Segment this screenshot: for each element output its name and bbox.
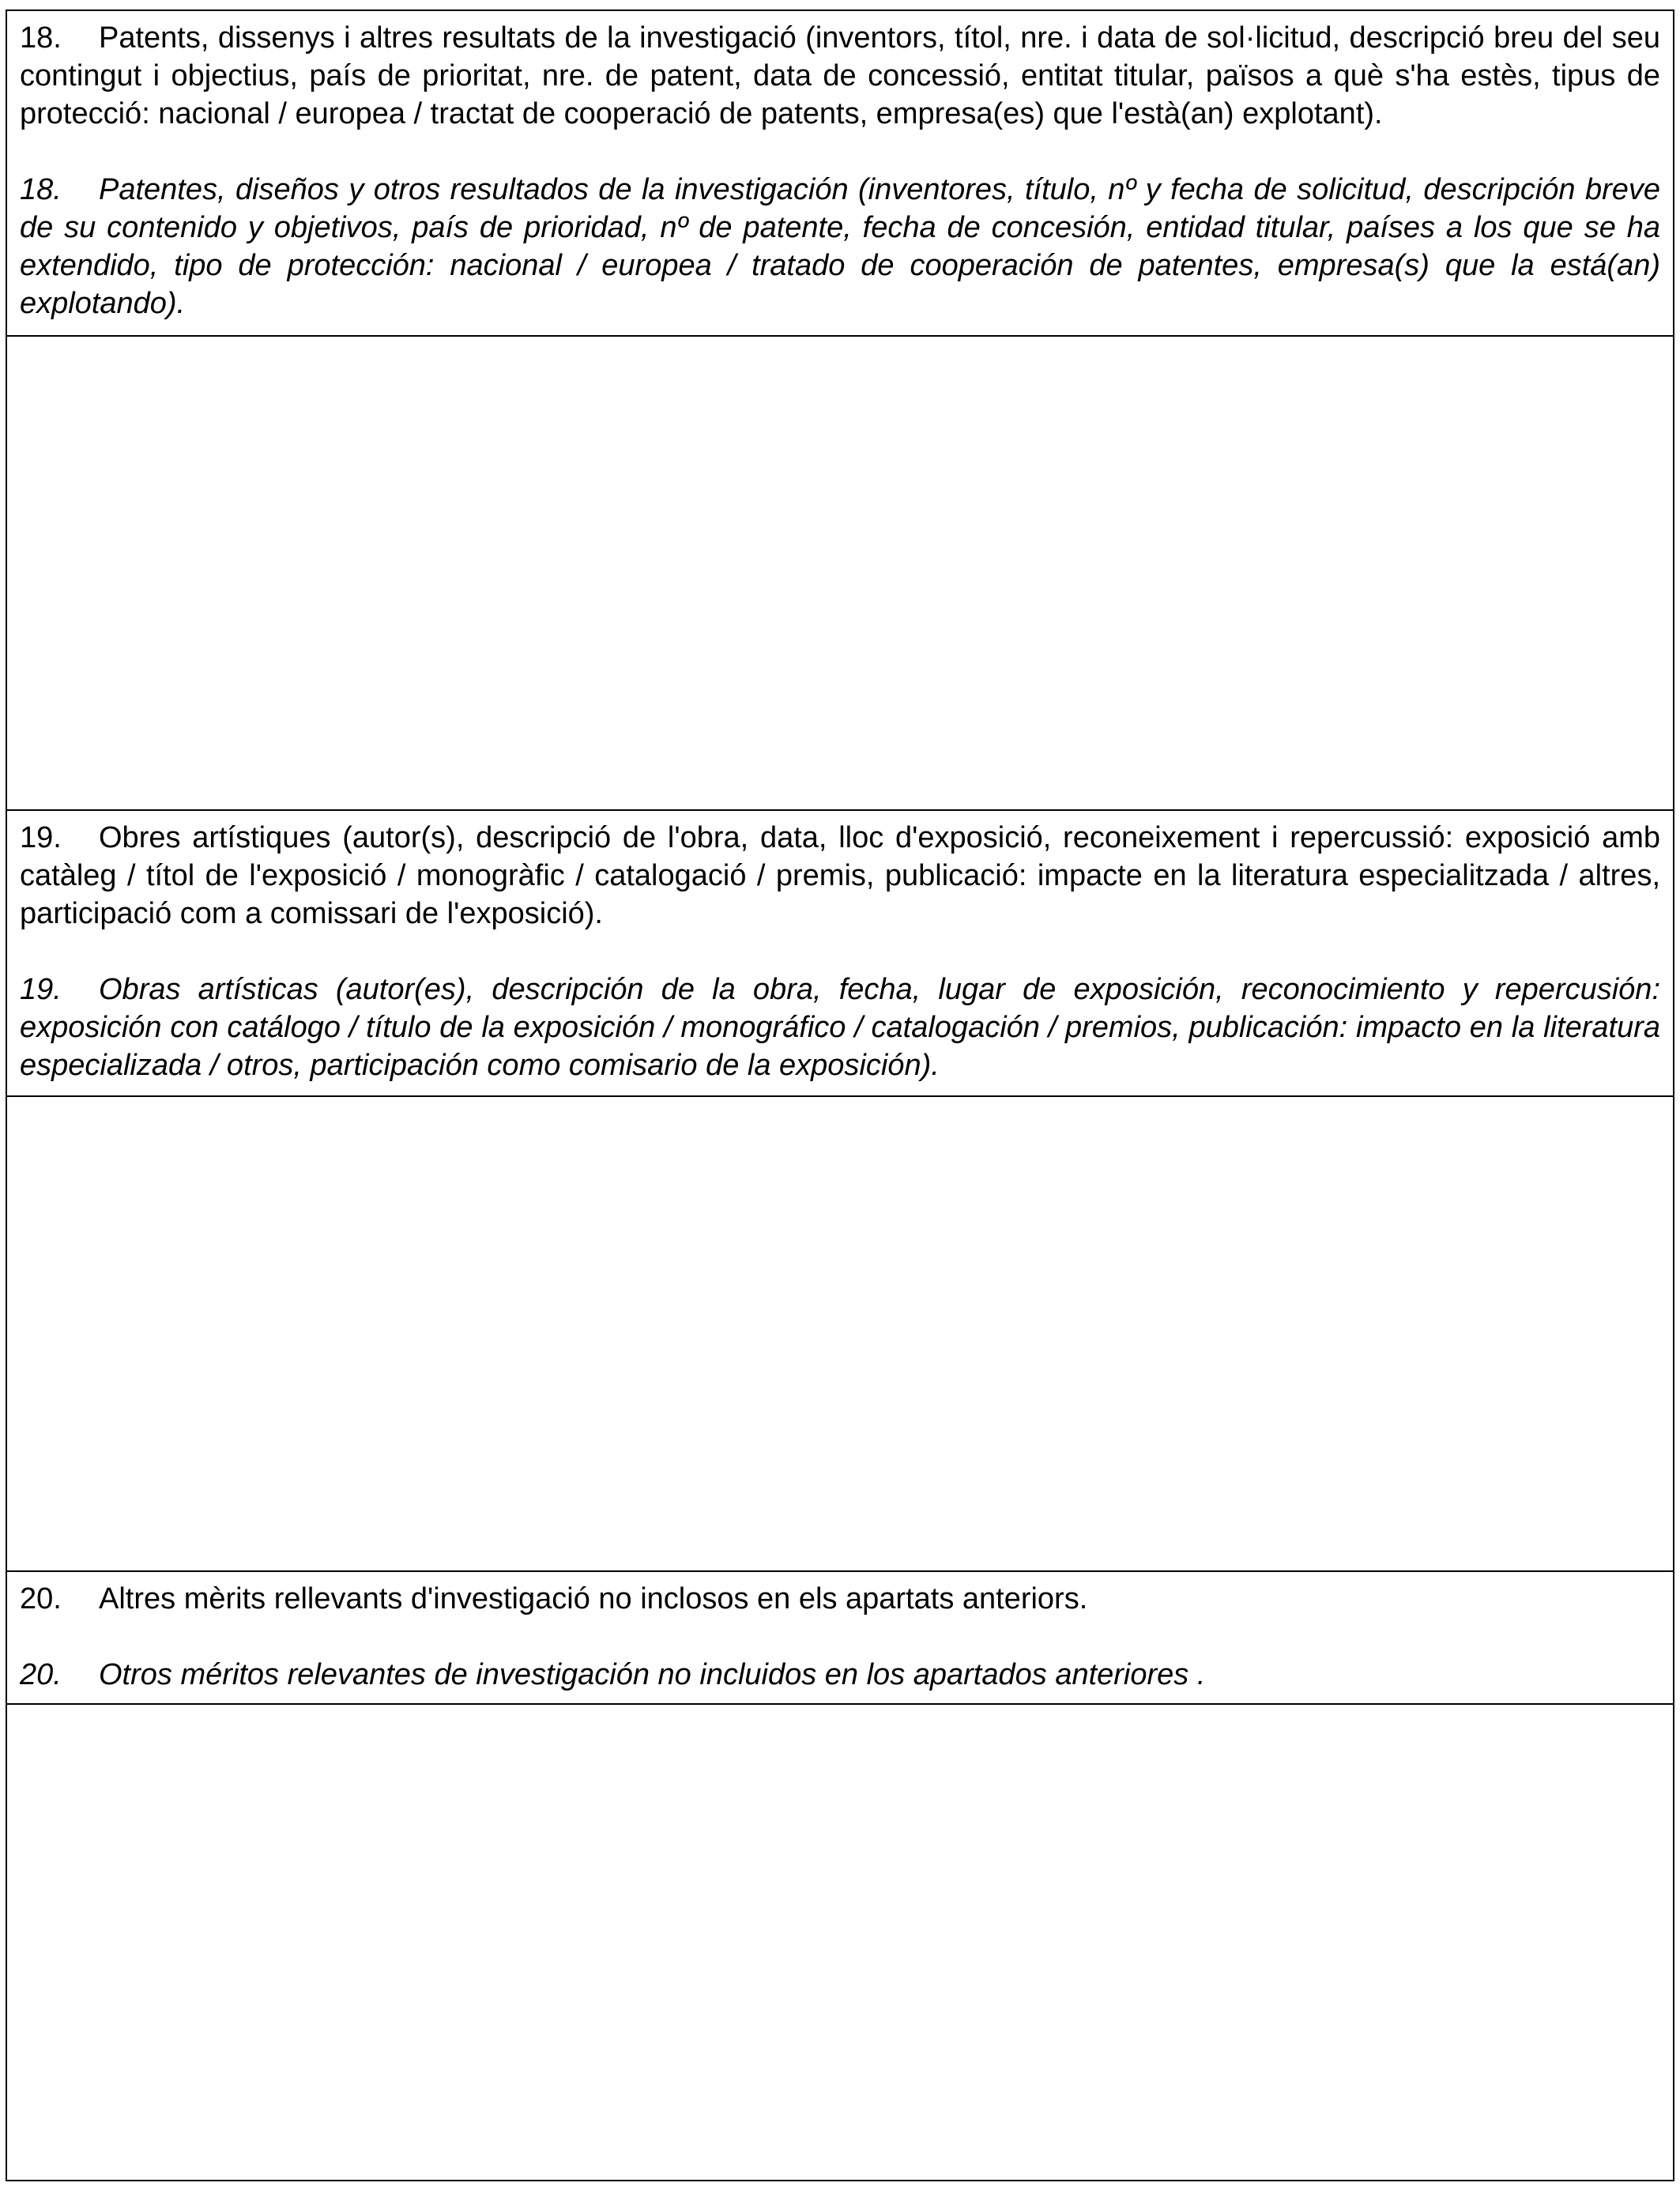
- section-20-number: 20.: [20, 1582, 62, 1615]
- section-20-catalan-paragraph: [20, 1580, 1660, 1618]
- section-20-catalan-text: Altres mèrits rellevants d'investigació no inclosos en els apartats anteriors.: [99, 1582, 1088, 1615]
- section-18-spanish-text: Patentes, diseños y otros resultados de la investigación (inventores, título, nº y fecha de solicitud, descripción breve de su contenido y objetivos, país de prioridad, nº de patente, fecha de concesión, entidad titular, países a los que se ha extendido, tipo de protección: nacional / europea / tratado de cooperación de patentes, empresa(s) que la está(an) explotando).: [20, 173, 1660, 320]
- section-18-answer-field[interactable]: [7, 337, 1673, 811]
- section-18-header: [7, 11, 1673, 337]
- section-19-spanish-number: 19.: [20, 973, 62, 1006]
- section-20-spanish-number: 20.: [20, 1658, 62, 1691]
- section-20-spanish-text: Otros méritos relevantes de investigación no incluidos en los apartados anteriores .: [99, 1658, 1206, 1691]
- section-19-number: 19.: [20, 821, 62, 854]
- section-19-header: [7, 811, 1673, 1097]
- section-19-spanish-text: Obras artísticas (autor(es), descripción de la obra, fecha, lugar de exposición, reconocimiento y repercusión: exposición con catálogo / título de la exposición / monográfico / catalogación / premios, publicación: impacto en la literatura especializada / otros, participación como comisario de la exposición).: [20, 973, 1660, 1082]
- section-20-spanish-paragraph: [20, 1656, 1660, 1694]
- section-18-spanish-number: 18.: [20, 173, 62, 206]
- section-20-answer-field[interactable]: [7, 1705, 1673, 2180]
- merits-form-table: [6, 9, 1674, 2181]
- section-20-header: [7, 1572, 1673, 1705]
- section-18-spanish-paragraph: [20, 171, 1660, 322]
- section-18-catalan-text: Patents, dissenys i altres resultats de la investigació (inventors, títol, nre. i data de sol·licitud, descripció breu del seu contingut i objectius, país de prioritat, nre. de patent, data de concessió, entitat titular, països a què s'ha estès, tipus de protecció: nacional / europea / tractat de cooperació de patents, empresa(es) que l'està(an) explotant).: [20, 21, 1660, 130]
- section-18-number: 18.: [20, 21, 62, 55]
- section-19-catalan-text: Obres artístiques (autor(s), descripció de l'obra, data, lloc d'exposició, reconeixement i repercussió: exposició amb catàleg / títol de l'exposició / monogràfic / catalogació / premis, publicació: impacte en la literatura especialitzada / altres, participació com a comissari de l'exposició).: [20, 821, 1660, 930]
- section-19-answer-field[interactable]: [7, 1097, 1673, 1572]
- section-18-catalan-paragraph: [20, 19, 1660, 133]
- section-19-catalan-paragraph: [20, 819, 1660, 933]
- section-19-spanish-paragraph: [20, 971, 1660, 1084]
